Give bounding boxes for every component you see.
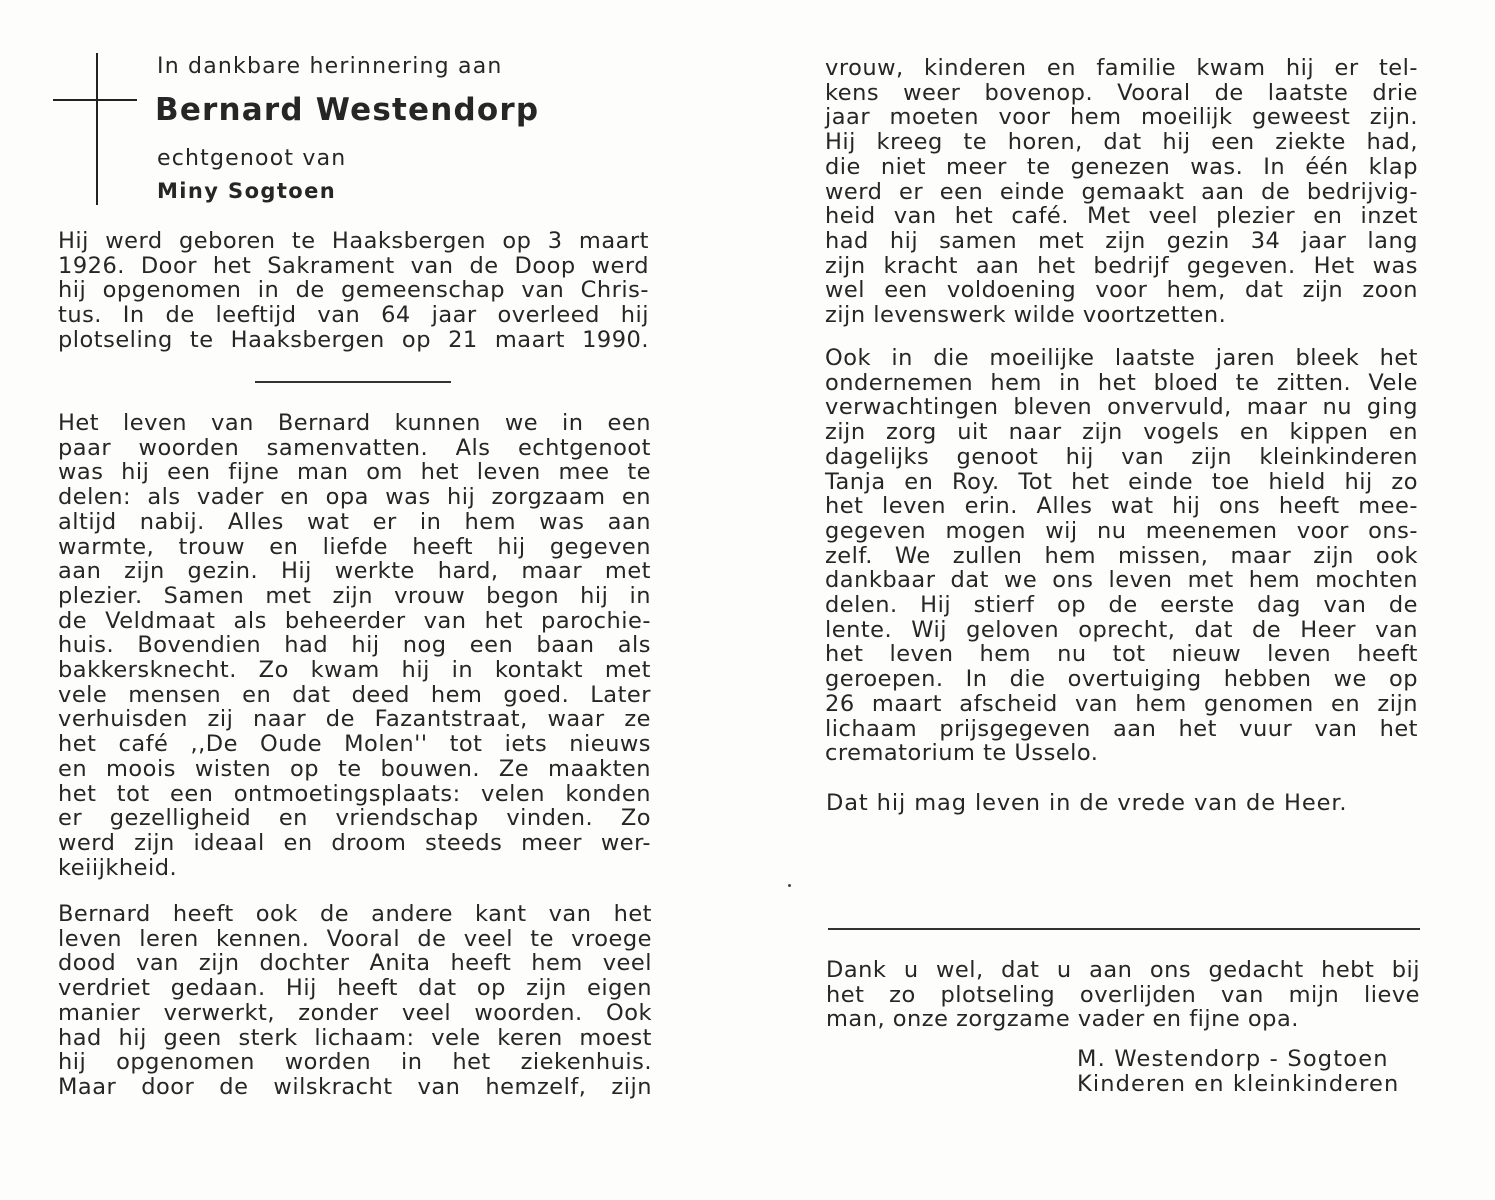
continuation-paragraph xyxy=(825,56,1418,328)
text-line: jaar moeten voor hem moeilijk geweest zijn. xyxy=(825,104,1418,131)
text-line: zelf. We zullen hem missen, maar zijn ook xyxy=(825,542,1418,569)
text-line: verwachtingen bleven onvervuld, maar nu ging xyxy=(825,394,1418,421)
text-line: Hij kreeg te horen, dat hij een ziekte had, xyxy=(825,129,1418,156)
text-line: had hij samen met zijn gezin 34 jaar lang xyxy=(825,227,1418,254)
text-line: altijd nabij. Alles wat er in hem was aan xyxy=(58,508,651,535)
text-line: hij opgenomen in de gemeenschap van Chris- xyxy=(58,277,649,304)
print-speck xyxy=(788,884,791,887)
text-line: dankbaar dat we ons leven met hem mochten xyxy=(825,567,1418,594)
text-line: die niet meer te genezen was. In één klap xyxy=(825,153,1418,180)
spouse-name: Miny Sogtoen xyxy=(157,179,337,203)
text-line: Bernard heeft ook de andere kant van het xyxy=(58,901,652,927)
text-line: keiijkheid. xyxy=(58,854,178,881)
text-line: paar woorden samenvatten. Als echtgenoot xyxy=(58,434,651,461)
thanks-paragraph xyxy=(826,958,1420,1032)
text-line: er gezelligheid en vriendschap vinden. Zo xyxy=(58,805,651,832)
text-line: zijn kracht aan het bedrijf gegeven. Het was xyxy=(825,252,1418,279)
life-paragraph xyxy=(58,411,651,880)
final-years-paragraph xyxy=(825,346,1418,766)
spouse-label: echtgenoot van xyxy=(157,146,347,171)
birth-paragraph xyxy=(58,229,649,353)
text-line: aan zijn gezin. Hij werkte hard, maar met xyxy=(58,558,651,585)
text-line: het tot een ontmoetingsplaats: velen konden xyxy=(58,780,651,807)
signature-line-2: Kinderen en kleinkinderen xyxy=(1077,1071,1400,1097)
intro-text: In dankbare herinnering aan xyxy=(157,54,503,79)
text-line: leven leren kennen. Vooral de veel te vroege xyxy=(58,925,652,952)
text-line: man, onze zorgzame vader en fijne opa. xyxy=(826,1006,1299,1033)
text-line: huis. Bovendien had hij nog een baan als xyxy=(58,632,651,659)
text-line: werd er een einde gemaakt aan de bedrijvig- xyxy=(825,178,1418,205)
text-line: verdriet gedaan. Hij heeft dat op zijn eigen xyxy=(58,975,652,1002)
text-line: Maar door de wilskracht van hemzelf, zijn xyxy=(58,1073,652,1100)
text-line: zijn levenswerk wilde voortzetten. xyxy=(825,302,1227,329)
text-line: warmte, trouw en liefde heeft hij gegeven xyxy=(58,533,651,560)
text-line: 1926. Door het Sakrament van de Doop werd xyxy=(58,252,649,279)
text-line: plezier. Samen met zijn vrouw begon hij in xyxy=(58,582,651,609)
divider xyxy=(828,928,1420,930)
text-line: vele mensen en dat deed hem goed. Later xyxy=(58,681,651,708)
text-line: Het leven van Bernard kunnen we in een xyxy=(58,410,651,436)
text-line: bakkersknecht. Zo kwam hij in kontakt met xyxy=(58,657,651,684)
text-line: het zo plotseling overlijden van mijn lieve xyxy=(826,981,1420,1008)
text-line: delen. Hij stierf op de eerste dag van de xyxy=(825,592,1418,619)
other-side-paragraph xyxy=(58,902,652,1100)
text-line: Dank u wel, dat u aan ons gedacht hebt bij xyxy=(826,957,1420,983)
text-line: lente. Wij geloven oprecht, dat de Heer van xyxy=(825,616,1418,643)
text-line: plotseling te Haaksbergen op 21 maart 1990. xyxy=(58,326,649,353)
text-line: vrouw, kinderen en familie kwam hij er tel- xyxy=(825,55,1418,81)
text-line: hij opgenomen worden in het ziekenhuis. xyxy=(58,1049,652,1076)
text-line: had hij geen sterk lichaam: vele keren moest xyxy=(58,1024,652,1051)
text-line: en moois wisten op te bouwen. Ze maakten xyxy=(58,755,651,782)
text-line: kens weer bovenop. Vooral de laatste drie xyxy=(825,79,1418,106)
text-line: tus. In de leeftijd van 64 jaar overleed hij xyxy=(58,302,649,329)
text-line: Hij werd geboren te Haaksbergen op 3 maart xyxy=(58,228,649,254)
text-line: ondernemen hem in het bloed te zitten. Vele xyxy=(825,369,1418,396)
text-line: Tanja en Roy. Tot het einde toe hield hij zo xyxy=(825,468,1418,495)
blessing-text: Dat hij mag leven in de vrede van de Heer. xyxy=(826,790,1348,816)
text-line: delen: als vader en opa was hij zorgzaam en xyxy=(58,484,651,511)
divider xyxy=(255,381,451,383)
text-line: manier verwerkt, zonder veel woorden. Ook xyxy=(58,999,652,1026)
text-line: gegeven mogen wij nu meenemen voor ons- xyxy=(825,517,1418,544)
text-line: werd zijn ideaal en droom steeds meer wer- xyxy=(58,829,651,856)
signature-line-1: M. Westendorp - Sogtoen xyxy=(1077,1046,1389,1072)
text-line: was hij een fijne man om het leven mee te xyxy=(58,459,651,486)
text-line: dood van zijn dochter Anita heeft hem veel xyxy=(58,950,652,977)
text-line: de Veldmaat als beheerder van het parochie- xyxy=(58,607,651,634)
text-line: zijn zorg uit naar zijn vogels en kippen en xyxy=(825,419,1418,446)
text-line: Ook in die moeilijke laatste jaren bleek het xyxy=(825,345,1418,371)
cross-icon xyxy=(96,53,98,205)
text-line: verhuisden zij naar de Fazantstraat, waar ze xyxy=(58,706,651,733)
text-line: wel een voldoening voor hem, dat zijn zoon xyxy=(825,277,1418,304)
deceased-name: Bernard Westendorp xyxy=(155,92,540,128)
text-line: lichaam prijsgegeven aan het vuur van het xyxy=(825,715,1418,742)
text-line: het café ,,De Oude Molen'' tot iets nieuws xyxy=(58,731,651,758)
text-line: dagelijks genoot hij van zijn kleinkinderen xyxy=(825,443,1418,470)
cross-icon-bar xyxy=(53,99,137,101)
text-line: crematorium te Usselo. xyxy=(825,740,1099,767)
text-line: heid van het café. Met veel plezier en inzet xyxy=(825,203,1418,230)
text-line: geroepen. In die overtuiging hebben we op xyxy=(825,666,1418,693)
text-line: het leven hem nu tot nieuw leven heeft xyxy=(825,641,1418,668)
text-line: 26 maart afscheid van hem genomen en zijn xyxy=(825,690,1418,717)
text-line: het leven erin. Alles wat hij ons heeft mee- xyxy=(825,493,1418,520)
